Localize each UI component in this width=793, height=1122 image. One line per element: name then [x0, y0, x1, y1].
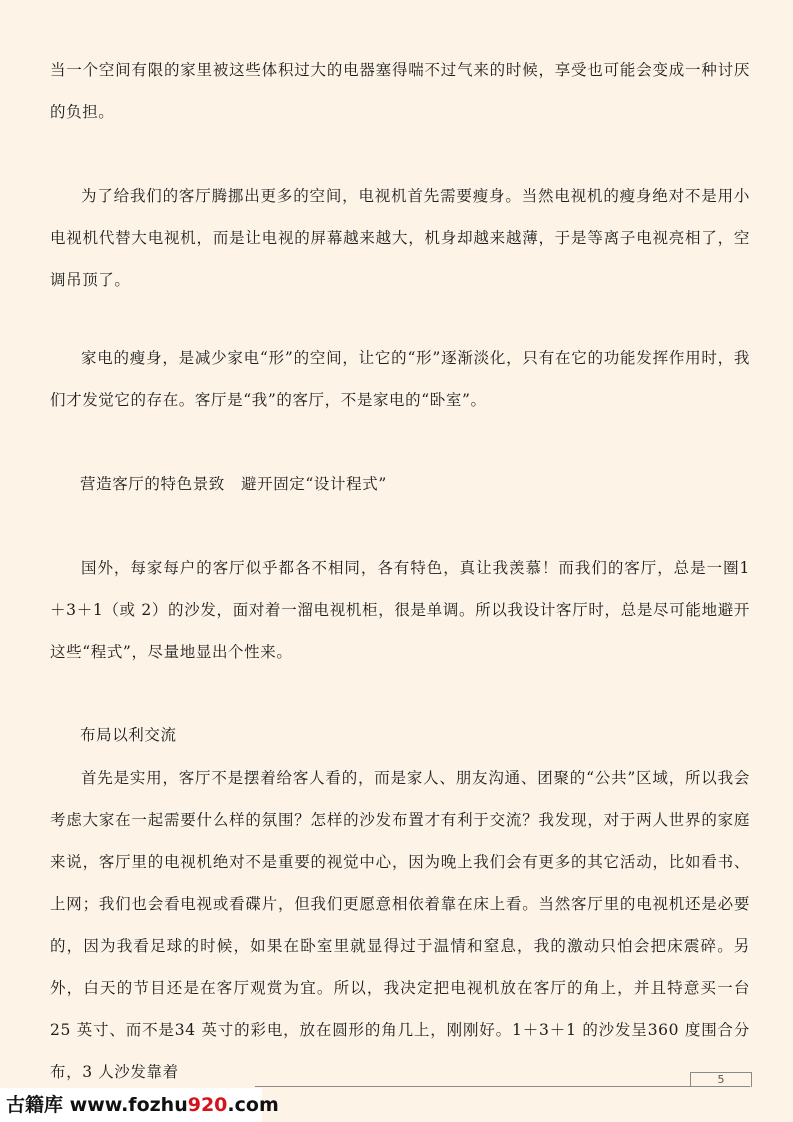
paragraph-5: 首先是实用，客厅不是摆着给客人看的，而是家人、朋友沟通、团聚的“公共”区域，所以我会考虑大家在一起需要什么样的氛围？怎样的沙发布置才有利于交流？我发现，对于两人世界的家庭来说，客厅里的电视机绝对不是重要的视觉中心，因为晚上我们会有更多的其它活动，比如看书、上网；我们也会看电视或看碟片，但我们更愿意相依着靠在床上看。当然客厅里的电视机还是必要的，因为我看足球的时候，如果在卧室里就显得过于温情和窒息，我的激动只怕会把床震碎。另外，白天的节目还是在客厅观赏为宜。所以，我决定把电视机放在客厅的角上，并且特意买一台 25 英寸、而不是34 英寸的彩电，放在圆形的角几上，刚刚好。1＋3＋1 的沙发呈360 度围合分布，3 人沙发靠着 — [50, 769, 750, 1081]
section-heading-2: 布局以利交流 — [80, 726, 177, 744]
watermark-url-highlight: 920 — [187, 1094, 228, 1116]
section-heading-1: 营造客厅的特色景致 避开固定“设计程式” — [80, 475, 387, 493]
paragraph-1: 当一个空间有限的家里被这些体积过大的电器塞得喘不过气来的时候，享受也可能会变成一种讨厌的负担。 — [50, 61, 750, 121]
paragraph-2: 为了给我们的客厅腾挪出更多的空间，电视机首先需要瘦身。当然电视机的瘦身绝对不是用小电视机代替大电视机，而是让电视的屏幕越来越大，机身却越来越薄，于是等离子电视亮相了，空调吊顶了。 — [50, 187, 750, 289]
watermark-url-prefix: www.fozhu — [69, 1094, 188, 1116]
page-number: 5 — [690, 1072, 752, 1087]
paragraph-3: 家电的瘦身，是减少家电“形”的空间，让它的“形”逐渐淡化，只有在它的功能发挥作用时，我们才发觉它的存在。客厅是“我”的客厅，不是家电的“卧室”。 — [50, 349, 750, 409]
site-watermark — [0, 1088, 279, 1122]
footer-rule — [255, 1086, 750, 1087]
watermark-site-name: 古籍库 — [6, 1094, 64, 1116]
watermark-url-suffix: .com — [227, 1094, 279, 1116]
paragraph-4: 国外，每家每户的客厅似乎都各不相同，各有特色，真让我羡慕！而我们的客厅，总是一圈1＋3＋1（或 2）的沙发，面对着一溜电视机柜，很是单调。所以我设计客厅时，总是尽可能地避开这些“程式”，尽量地显出个性来。 — [50, 559, 750, 661]
